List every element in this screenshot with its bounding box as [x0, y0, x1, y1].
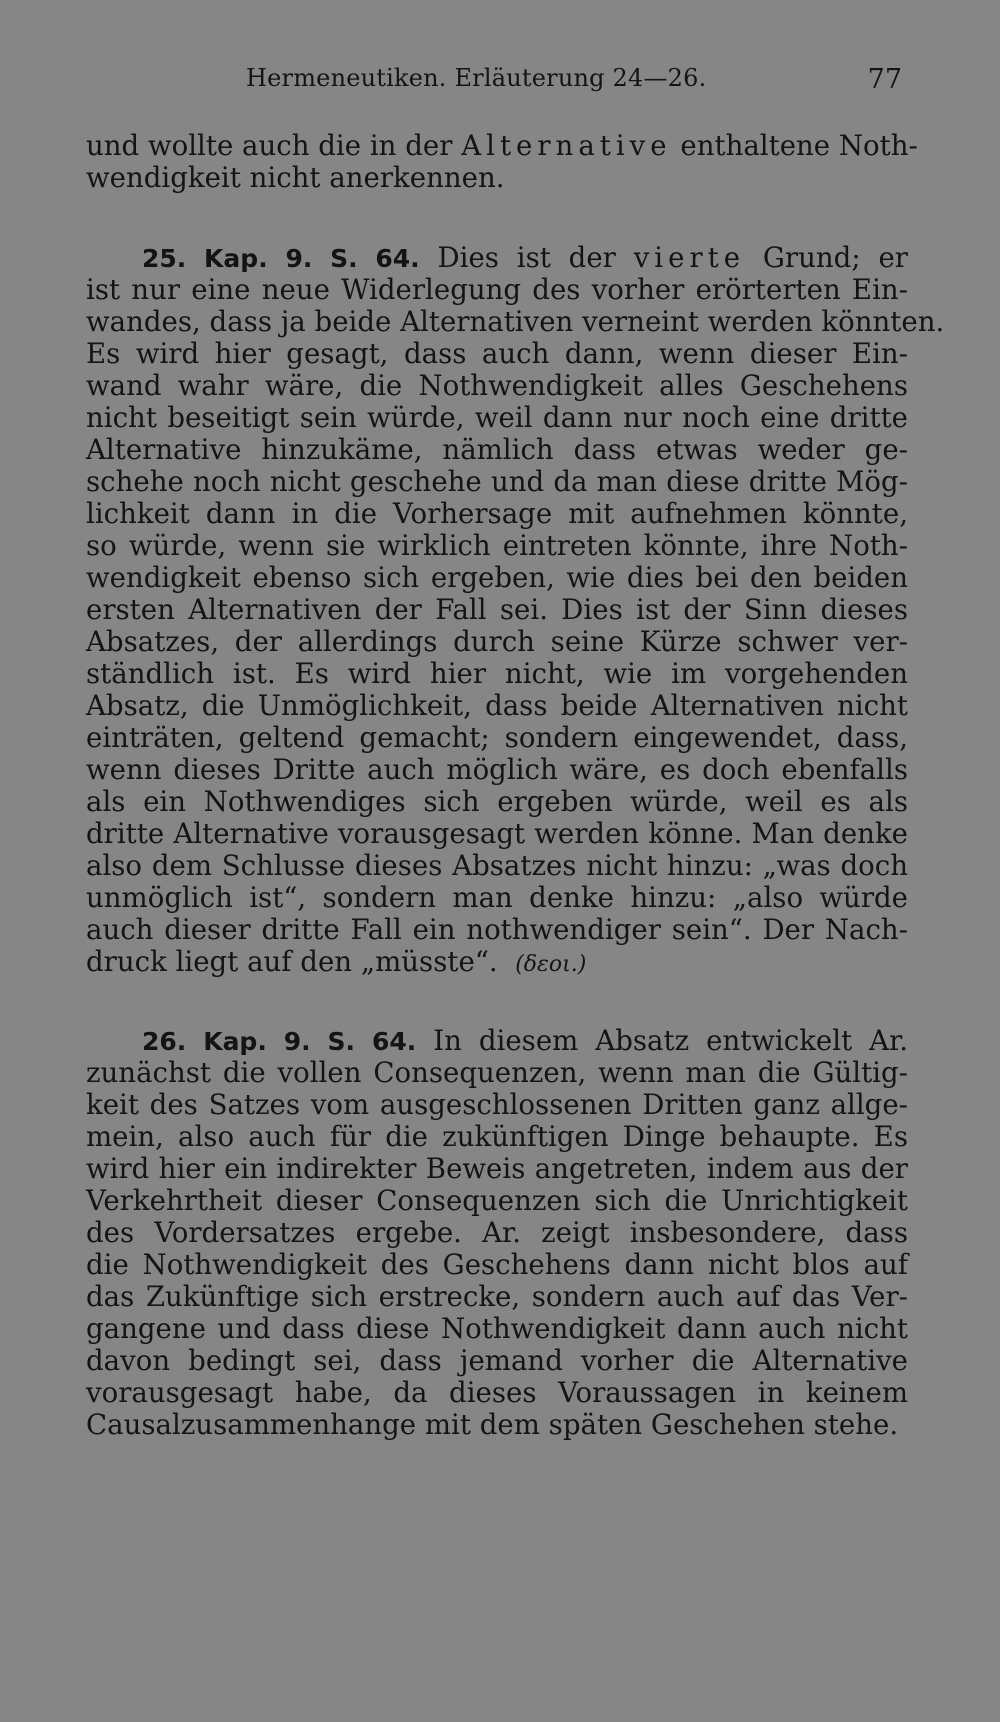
- text-line: wendigkeit nicht anerkennen.: [86, 161, 505, 194]
- text-line: ersten Alternativen der Fall sei. Dies ist der Sinn dieses: [86, 593, 908, 626]
- text-line: Alternative hinzukäme, nämlich dass etwas weder ge-: [86, 433, 908, 466]
- text-line: wand wahr wäre, die Nothwendigkeit alles Geschehens: [86, 369, 908, 402]
- text-line: [86, 129, 918, 162]
- text-line: zunächst die vollen Consequenzen, wenn man die Gültig-: [86, 1056, 908, 1089]
- text-line: wird hier ein indirekter Beweis angetreten, indem aus der: [86, 1152, 908, 1185]
- section-label: 26. Kap. 9. S. 64.: [142, 1027, 417, 1056]
- handwritten-greek-note: (δεοι.): [515, 952, 587, 977]
- text-run: Grund; er: [745, 241, 908, 274]
- text-line: gangene und dass diese Nothwendigkeit dann auch nicht: [86, 1312, 908, 1345]
- text-line: [86, 242, 908, 274]
- page-number: 77: [867, 64, 902, 95]
- text-line: Verkehrtheit dieser Consequenzen sich die Unrichtigkeit: [86, 1184, 908, 1217]
- text-line: so würde, wenn sie wirklich eintreten könnte, ihre Noth-: [86, 529, 908, 562]
- text-line: Absatzes, der allerdings durch seine Kürze schwer ver-: [86, 625, 908, 658]
- text-run: und wollte auch die in der: [86, 129, 462, 162]
- text-line: wandes, dass ja beide Alternativen verneint werden könnten.: [86, 305, 945, 338]
- text-line: einträten, geltend gemacht; sondern eingewendet, dass,: [86, 721, 908, 754]
- text-line: keit des Satzes vom ausgeschlossenen Dritten ganz allge-: [86, 1088, 908, 1121]
- text-line: Es wird hier gesagt, dass auch dann, wenn dieser Ein-: [86, 337, 908, 370]
- text-run: Dies ist der: [419, 241, 634, 274]
- text-line: dritte Alternative vorausgesagt werden könne. Man denke: [86, 817, 908, 850]
- text-line: nicht beseitigt sein würde, weil dann nur noch eine dritte: [86, 401, 908, 434]
- text-line: mein, also auch für die zukünftigen Dinge behaupte. Es: [86, 1120, 908, 1153]
- text-line: schehe noch nicht geschehe und da man diese dritte Mög-: [86, 465, 908, 498]
- emphasized-term: Alternative: [461, 129, 672, 162]
- text-line: also dem Schlusse dieses Absatzes nicht hinzu: „was doch: [86, 849, 908, 882]
- section-26-paragraph: [86, 1025, 908, 1441]
- text-line: die Nothwendigkeit des Geschehens dann nicht blos auf: [86, 1248, 908, 1281]
- text-line: [86, 946, 908, 978]
- emphasized-term: vierte: [633, 241, 746, 274]
- text-line: Causalzusammenhange mit dem späten Geschehen stehe.: [86, 1408, 899, 1441]
- text-run: druck liegt auf den „müsste“.: [86, 945, 498, 978]
- page-header: [86, 64, 906, 104]
- running-head: Hermeneutiken. Erläuterung 24—26.: [246, 64, 707, 92]
- text-run: In diesem Absatz entwickelt Ar.: [416, 1024, 908, 1057]
- text-line: unmöglich ist“, sondern man denke hinzu: „also würde: [86, 881, 908, 914]
- text-line: [86, 1025, 908, 1057]
- section-25-paragraph: [86, 241, 945, 978]
- text-line: ist nur eine neue Widerlegung des vorher erörterten Ein-: [86, 273, 908, 306]
- text-line: wendigkeit ebenso sich ergeben, wie dies bei den beiden: [86, 561, 908, 594]
- text-line: das Zukünftige sich erstrecke, sondern auch auf das Ver-: [86, 1280, 908, 1313]
- text-line: des Vordersatzes ergebe. Ar. zeigt insbesondere, dass: [86, 1216, 908, 1249]
- text-line: auch dieser dritte Fall ein nothwendiger sein“. Der Nach-: [86, 913, 908, 946]
- text-line: Absatz, die Unmöglichkeit, dass beide Alternativen nicht: [86, 689, 908, 722]
- text-line: als ein Nothwendiges sich ergeben würde, weil es als: [86, 785, 908, 818]
- text-line: lichkeit dann in die Vorhersage mit aufnehmen könnte,: [86, 497, 908, 530]
- text-line: davon bedingt sei, dass jemand vorher die Alternative: [86, 1344, 908, 1377]
- text-line: vorausgesagt habe, da dieses Voraussagen in keinem: [86, 1376, 908, 1409]
- text-line: wenn dieses Dritte auch möglich wäre, es doch ebenfalls: [86, 753, 908, 786]
- continuation-paragraph: [86, 129, 918, 194]
- text-run: enthaltene Noth-: [671, 129, 918, 162]
- text-line: ständlich ist. Es wird hier nicht, wie im vorgehenden: [86, 657, 908, 690]
- section-label: 25. Kap. 9. S. 64.: [142, 244, 420, 273]
